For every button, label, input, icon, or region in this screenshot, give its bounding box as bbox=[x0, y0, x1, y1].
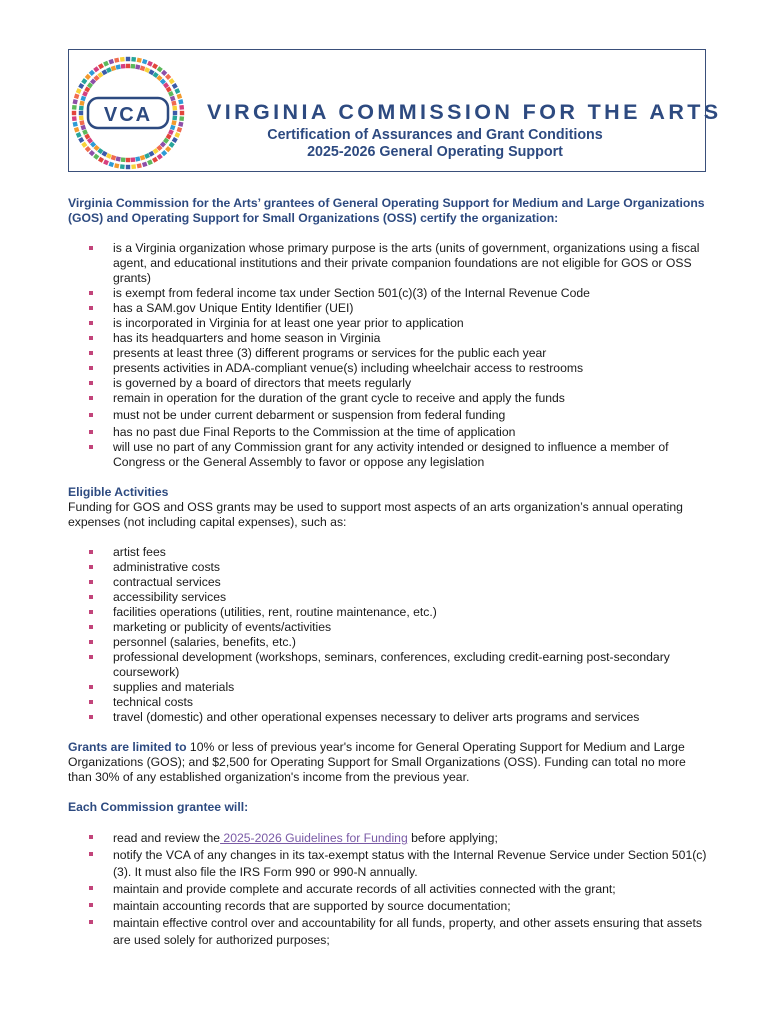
logo-ring-tile bbox=[109, 59, 115, 65]
logo-ring-tile bbox=[85, 74, 91, 80]
logo-ring-tile bbox=[137, 163, 142, 168]
logo-ring-tile bbox=[120, 164, 125, 169]
logo-ring-tile bbox=[152, 157, 158, 163]
logo-ring-tile bbox=[177, 127, 183, 133]
logo-ring-tile bbox=[165, 146, 171, 152]
logo-ring-tile bbox=[81, 78, 87, 84]
logo-ring-tile bbox=[142, 162, 148, 168]
logo-ring-tile bbox=[177, 94, 183, 100]
logo-ring-tile bbox=[93, 154, 99, 160]
list-item: personnel (salaries, benefits, etc.) bbox=[113, 635, 708, 650]
logo-ring-tile bbox=[170, 125, 176, 131]
logo-ring-tile bbox=[135, 156, 140, 161]
logo-ring-tile bbox=[130, 64, 135, 69]
logo-ring-tile bbox=[169, 142, 175, 148]
logo-ring-tile bbox=[89, 150, 95, 156]
logo-ring-tile bbox=[172, 106, 177, 111]
logo-ring-tile bbox=[89, 70, 95, 76]
logo-ring-tile bbox=[98, 157, 104, 163]
logo-ring-tile bbox=[180, 111, 184, 115]
logo-ring-tile bbox=[165, 74, 171, 80]
logo-ring-tile bbox=[79, 106, 84, 111]
list-item: artist fees bbox=[113, 545, 708, 560]
logo-ring-tile bbox=[135, 64, 140, 69]
list-item: maintain accounting records that are supported by source documentation; bbox=[113, 898, 708, 915]
eligible-list bbox=[68, 545, 708, 725]
logo-ring-tile bbox=[114, 58, 119, 63]
logo-ring-tile bbox=[72, 116, 77, 121]
logo-ring-tile bbox=[79, 111, 83, 115]
logo-ring-tile bbox=[81, 125, 87, 131]
logo-ring-tile bbox=[152, 63, 158, 69]
list-item: travel (domestic) and other operational expenses necessary to deliver arts programs and services bbox=[113, 710, 708, 725]
list-item: has its headquarters and home season in Virginia bbox=[113, 331, 708, 346]
limits-lead: Grants are limited to bbox=[68, 740, 187, 754]
list-item: is incorporated in Virginia for at least one year prior to application bbox=[113, 316, 708, 331]
title-line-2: 2025-2026 General Operating Support bbox=[307, 144, 563, 160]
list-item: is exempt from federal income tax under Section 501(c)(3) of the Internal Revenue Code bbox=[113, 286, 708, 301]
logo-ring-tile bbox=[147, 159, 153, 165]
logo-ring-tile bbox=[116, 64, 121, 69]
certify-list bbox=[68, 241, 708, 470]
vca-logo bbox=[70, 55, 186, 171]
list-item: must not be under current debarment or suspension from federal funding bbox=[113, 408, 708, 423]
logo-ring-tile bbox=[178, 99, 183, 104]
list-item: technical costs bbox=[113, 695, 708, 710]
logo-ring-tile bbox=[81, 142, 87, 148]
list-item: has no past due Final Reports to the Commission at the time of application bbox=[113, 425, 708, 440]
logo-ring-tile bbox=[126, 57, 130, 61]
list-item: remain in operation for the duration of the grant cycle to receive and apply the funds bbox=[113, 391, 708, 406]
logo-ring-tile bbox=[78, 137, 84, 143]
logo-ring-tile bbox=[172, 137, 178, 143]
logo-ring-tile bbox=[179, 116, 184, 121]
list-item: professional development (workshops, seminars, conferences, excluding credit-earning post-secondary coursework) bbox=[113, 650, 708, 680]
grantee-heading: Each Commission grantee will: bbox=[68, 800, 249, 814]
logo-ring-tile bbox=[114, 163, 119, 168]
logo-ring-tile bbox=[78, 83, 84, 89]
logo-ring-tile bbox=[179, 105, 184, 110]
list-item: will use no part of any Commission grant for any activity intended or designed to influence a member of Congress or the General Assembly to favor or oppose any legislation bbox=[113, 440, 708, 470]
logo-ring-tile bbox=[140, 155, 146, 161]
logo-ring-tile bbox=[98, 63, 104, 69]
logo-ring-tile bbox=[178, 122, 183, 127]
logo-ring-tile bbox=[72, 105, 77, 110]
logo-ring-tile bbox=[130, 157, 135, 162]
logo-ring-tile bbox=[76, 88, 82, 94]
logo-ring-tile bbox=[171, 120, 176, 125]
logo-ring-tile bbox=[120, 57, 125, 62]
logo-ring-tile bbox=[79, 115, 84, 120]
logo-text: VCA bbox=[103, 104, 153, 126]
logo-ring-tile bbox=[131, 57, 136, 62]
title-line-1: Certification of Assurances and Grant Conditions bbox=[267, 127, 603, 143]
logo-ring-tile bbox=[121, 64, 126, 69]
list-item: administrative costs bbox=[113, 560, 708, 575]
logo-ring-tile bbox=[109, 162, 115, 168]
logo-ring-tile bbox=[72, 111, 76, 115]
logo-ring-tile bbox=[131, 164, 136, 169]
list-item: facilities operations (utilities, rent, routine maintenance, etc.) bbox=[113, 605, 708, 620]
logo-ring-tile bbox=[126, 64, 130, 68]
logo-ring-tile bbox=[161, 70, 167, 76]
grantee-item1-suffix: before applying; bbox=[407, 831, 498, 845]
list-item: accessibility services bbox=[113, 590, 708, 605]
logo-ring-tile bbox=[137, 58, 142, 63]
logo-ring-tile bbox=[157, 66, 163, 72]
logo-ring-tile bbox=[111, 66, 117, 72]
eligible-heading: Eligible Activities bbox=[68, 485, 169, 499]
logo-ring-tile bbox=[172, 83, 178, 89]
logo-ring-tile bbox=[74, 127, 80, 133]
logo-ring-tile bbox=[85, 146, 91, 152]
org-name: VIRGINIA COMMISSION FOR THE ARTS bbox=[207, 100, 722, 124]
logo-ring-tile bbox=[170, 96, 176, 102]
list-item: supplies and materials bbox=[113, 680, 708, 695]
document-body bbox=[68, 196, 708, 949]
logo-ring-tile bbox=[121, 157, 126, 162]
logo-ring-tile bbox=[173, 111, 177, 115]
list-item: presents at least three (3) different programs or services for the public each year bbox=[113, 346, 708, 361]
list-item bbox=[113, 830, 708, 847]
guidelines-link[interactable]: 2025-2026 Guidelines for Funding bbox=[220, 831, 408, 845]
list-item: presents activities in ADA-compliant venue(s) including wheelchair access to restrooms bbox=[113, 361, 708, 376]
logo-ring-tile bbox=[171, 101, 176, 106]
grantee-list bbox=[68, 830, 708, 949]
list-item: has a SAM.gov Unique Entity Identifier (UEI) bbox=[113, 301, 708, 316]
logo-ring-tile bbox=[174, 88, 180, 94]
intro-text: Virginia Commission for the Arts’ grantees of General Operating Support for Medium and Large Organizations (GOS) and Operating Support for Small Organizations (OSS) certify the organization: bbox=[68, 196, 705, 225]
list-item: maintain and provide complete and accurate records of all activities connected with the grant; bbox=[113, 881, 708, 898]
logo-ring-tile bbox=[169, 78, 175, 84]
logo-ring-tile bbox=[126, 165, 130, 169]
limits-text: 10% or less of previous year's income for General Operating Support for Medium and Large Organizations (GOS); and $2,500 for Operating Support for Small Organizations (OSS). Funding can total no more than 30% of any established organization's income from the previous year. bbox=[68, 740, 686, 784]
eligible-text: Funding for GOS and OSS grants may be used to support most aspects of an arts organization’s annual operating expenses (not including capital expenses), such as: bbox=[68, 500, 683, 529]
grantee-item1-prefix: read and review the bbox=[113, 831, 221, 845]
logo-ring-tile bbox=[74, 94, 80, 100]
logo-ring-tile bbox=[126, 158, 130, 162]
logo-ring-tile bbox=[157, 154, 163, 160]
logo-ring-tile bbox=[103, 61, 109, 67]
logo-ring-tile bbox=[93, 66, 99, 72]
logo-ring-tile bbox=[111, 155, 117, 161]
logo-ring-tile bbox=[79, 101, 84, 106]
logo-ring-tile bbox=[174, 132, 180, 138]
logo-ring-tile bbox=[73, 99, 78, 104]
logo-ring-tile bbox=[76, 132, 82, 138]
logo-ring-tile bbox=[79, 120, 84, 125]
logo-ring-tile bbox=[73, 122, 78, 127]
page-title bbox=[200, 127, 670, 161]
list-item: contractual services bbox=[113, 575, 708, 590]
list-item: notify the VCA of any changes in its tax-exempt status with the Internal Revenue Service under Section 501(c)(3). It must also file the IRS Form 990 or 990-N annually. bbox=[113, 848, 707, 879]
logo-ring-tile bbox=[161, 150, 167, 156]
logo-ring-tile bbox=[81, 96, 87, 102]
limits-paragraph bbox=[68, 740, 708, 785]
logo-ring-tile bbox=[172, 115, 177, 120]
list-item: marketing or publicity of events/activities bbox=[113, 620, 708, 635]
logo-ring-tile bbox=[103, 159, 109, 165]
list-item: is governed by a board of directors that meets regularly bbox=[113, 376, 708, 391]
logo-ring-tile bbox=[116, 156, 121, 161]
logo-ring-tile bbox=[142, 59, 148, 65]
logo-ring-tile bbox=[140, 66, 146, 72]
list-item: is a Virginia organization whose primary purpose is the arts (units of government, organizations using a fiscal agent, and educational institutions and their private companion foundations are not eligible for GOS or OSS grants) bbox=[113, 241, 708, 286]
list-item: maintain effective control over and accountability for all funds, property, and other assets ensuring that assets are used solely for authorized purposes; bbox=[113, 915, 708, 949]
logo-ring-tile bbox=[147, 61, 153, 67]
